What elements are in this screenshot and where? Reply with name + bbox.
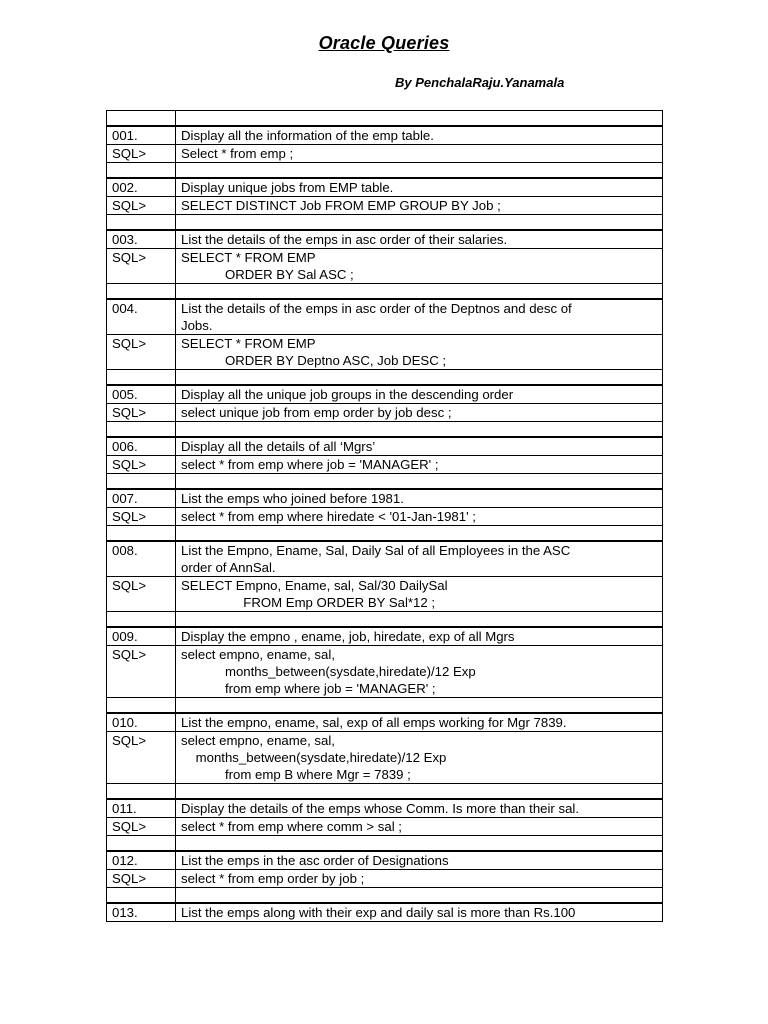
- spacer-cell: [176, 422, 663, 438]
- author-line: By PenchalaRaju.Yanamala: [395, 75, 565, 90]
- sql-row: [107, 404, 663, 422]
- spacer-row: [107, 163, 663, 179]
- sql-statement: SELECT * FROM EMP ORDER BY Deptno ASC, Job DESC ;: [176, 335, 663, 370]
- question-row: [107, 178, 663, 197]
- sql-row: [107, 145, 663, 163]
- sql-row: [107, 456, 663, 474]
- question-row: [107, 230, 663, 249]
- sql-row: [107, 249, 663, 284]
- sql-prompt: SQL>: [107, 646, 176, 698]
- sql-statement: Select * from emp ;: [176, 145, 663, 163]
- spacer-row: [107, 215, 663, 231]
- sql-prompt: SQL>: [107, 249, 176, 284]
- sql-prompt: SQL>: [107, 508, 176, 526]
- query-question: Display unique jobs from EMP table.: [176, 178, 663, 197]
- query-question: List the empno, ename, sal, exp of all emps working for Mgr 7839.: [176, 713, 663, 732]
- query-question: Display the empno , ename, job, hiredate, exp of all Mgrs: [176, 627, 663, 646]
- spacer-row: [107, 888, 663, 904]
- query-question: List the emps in the asc order of Designations: [176, 851, 663, 870]
- query-number: 007.: [107, 489, 176, 508]
- spacer-cell: [176, 163, 663, 179]
- question-row: [107, 299, 663, 335]
- spacer-cell: [176, 526, 663, 542]
- question-row: [107, 851, 663, 870]
- sql-statement: select * from emp where comm > sal ;: [176, 818, 663, 836]
- query-number: 001.: [107, 126, 176, 145]
- spacer-cell: [107, 370, 176, 386]
- spacer-cell: [107, 422, 176, 438]
- spacer-row: [107, 284, 663, 300]
- sql-statement: select * from emp order by job ;: [176, 870, 663, 888]
- question-row: [107, 489, 663, 508]
- query-question: List the emps who joined before 1981.: [176, 489, 663, 508]
- query-question: Display all the details of all ‘Mgrs’: [176, 437, 663, 456]
- spacer-cell: [107, 284, 176, 300]
- query-number: 002.: [107, 178, 176, 197]
- query-number: 011.: [107, 799, 176, 818]
- spacer-cell: [176, 370, 663, 386]
- query-question: List the Empno, Ename, Sal, Daily Sal of all Employees in the ASC order of AnnSal.: [176, 541, 663, 577]
- spacer-row: [107, 612, 663, 628]
- query-question: Display all the information of the emp table.: [176, 126, 663, 145]
- sql-statement: SELECT DISTINCT Job FROM EMP GROUP BY Job ;: [176, 197, 663, 215]
- sql-prompt: SQL>: [107, 335, 176, 370]
- question-row: [107, 541, 663, 577]
- spacer-cell: [107, 526, 176, 542]
- spacer-row: [107, 422, 663, 438]
- query-number: 009.: [107, 627, 176, 646]
- page-title: Oracle Queries: [318, 33, 450, 53]
- spacer-row: [107, 526, 663, 542]
- sql-prompt: SQL>: [107, 404, 176, 422]
- sql-statement: select empno, ename, sal, months_between(sysdate,hiredate)/12 Exp from emp where job = 'MANAGER' ;: [176, 646, 663, 698]
- spacer-row: [107, 370, 663, 386]
- spacer-cell: [176, 215, 663, 231]
- sql-prompt: SQL>: [107, 732, 176, 784]
- sql-row: [107, 818, 663, 836]
- spacer-row: [107, 474, 663, 490]
- sql-statement: select * from emp where hiredate < '01-Jan-1981' ;: [176, 508, 663, 526]
- query-question: Display all the unique job groups in the descending order: [176, 385, 663, 404]
- spacer-row: [107, 111, 663, 127]
- question-row: [107, 713, 663, 732]
- sql-statement: SELECT Empno, Ename, sal, Sal/30 DailySal FROM Emp ORDER BY Sal*12 ;: [176, 577, 663, 612]
- spacer-cell: [176, 836, 663, 852]
- query-number: 012.: [107, 851, 176, 870]
- question-row: [107, 126, 663, 145]
- query-number: 004.: [107, 299, 176, 335]
- question-row: [107, 627, 663, 646]
- sql-prompt: SQL>: [107, 577, 176, 612]
- spacer-cell: [107, 698, 176, 714]
- sql-row: [107, 732, 663, 784]
- sql-statement: select unique job from emp order by job desc ;: [176, 404, 663, 422]
- spacer-cell: [107, 215, 176, 231]
- sql-prompt: SQL>: [107, 818, 176, 836]
- sql-row: [107, 646, 663, 698]
- spacer-cell: [176, 784, 663, 800]
- sql-statement: select empno, ename, sal, months_between(sysdate,hiredate)/12 Exp from emp B where Mgr = 7839 ;: [176, 732, 663, 784]
- spacer-cell: [176, 284, 663, 300]
- question-row: [107, 385, 663, 404]
- spacer-cell: [176, 888, 663, 904]
- spacer-cell: [107, 474, 176, 490]
- spacer-cell: [107, 111, 176, 127]
- sql-row: [107, 197, 663, 215]
- spacer-row: [107, 698, 663, 714]
- sql-prompt: SQL>: [107, 145, 176, 163]
- spacer-row: [107, 784, 663, 800]
- query-question: List the details of the emps in asc order of the Deptnos and desc of Jobs.: [176, 299, 663, 335]
- sql-prompt: SQL>: [107, 456, 176, 474]
- sql-row: [107, 870, 663, 888]
- spacer-cell: [176, 612, 663, 628]
- query-number: 003.: [107, 230, 176, 249]
- spacer-cell: [176, 698, 663, 714]
- query-number: 006.: [107, 437, 176, 456]
- spacer-cell: [176, 474, 663, 490]
- sql-row: [107, 577, 663, 612]
- question-row: [107, 799, 663, 818]
- query-question: List the emps along with their exp and daily sal is more than Rs.100: [176, 903, 663, 922]
- question-row: [107, 903, 663, 922]
- sql-row: [107, 335, 663, 370]
- query-number: 010.: [107, 713, 176, 732]
- sql-prompt: SQL>: [107, 870, 176, 888]
- sql-statement: SELECT * FROM EMP ORDER BY Sal ASC ;: [176, 249, 663, 284]
- sql-statement: select * from emp where job = 'MANAGER' ;: [176, 456, 663, 474]
- spacer-row: [107, 836, 663, 852]
- spacer-cell: [107, 836, 176, 852]
- query-question: Display the details of the emps whose Comm. Is more than their sal.: [176, 799, 663, 818]
- spacer-cell: [107, 612, 176, 628]
- sql-row: [107, 508, 663, 526]
- spacer-cell: [107, 163, 176, 179]
- spacer-cell: [107, 784, 176, 800]
- spacer-cell: [176, 111, 663, 127]
- sql-prompt: SQL>: [107, 197, 176, 215]
- query-question: List the details of the emps in asc order of their salaries.: [176, 230, 663, 249]
- query-number: 005.: [107, 385, 176, 404]
- queries-table: [106, 110, 663, 922]
- question-row: [107, 437, 663, 456]
- spacer-cell: [107, 888, 176, 904]
- query-number: 013.: [107, 903, 176, 922]
- query-number: 008.: [107, 541, 176, 577]
